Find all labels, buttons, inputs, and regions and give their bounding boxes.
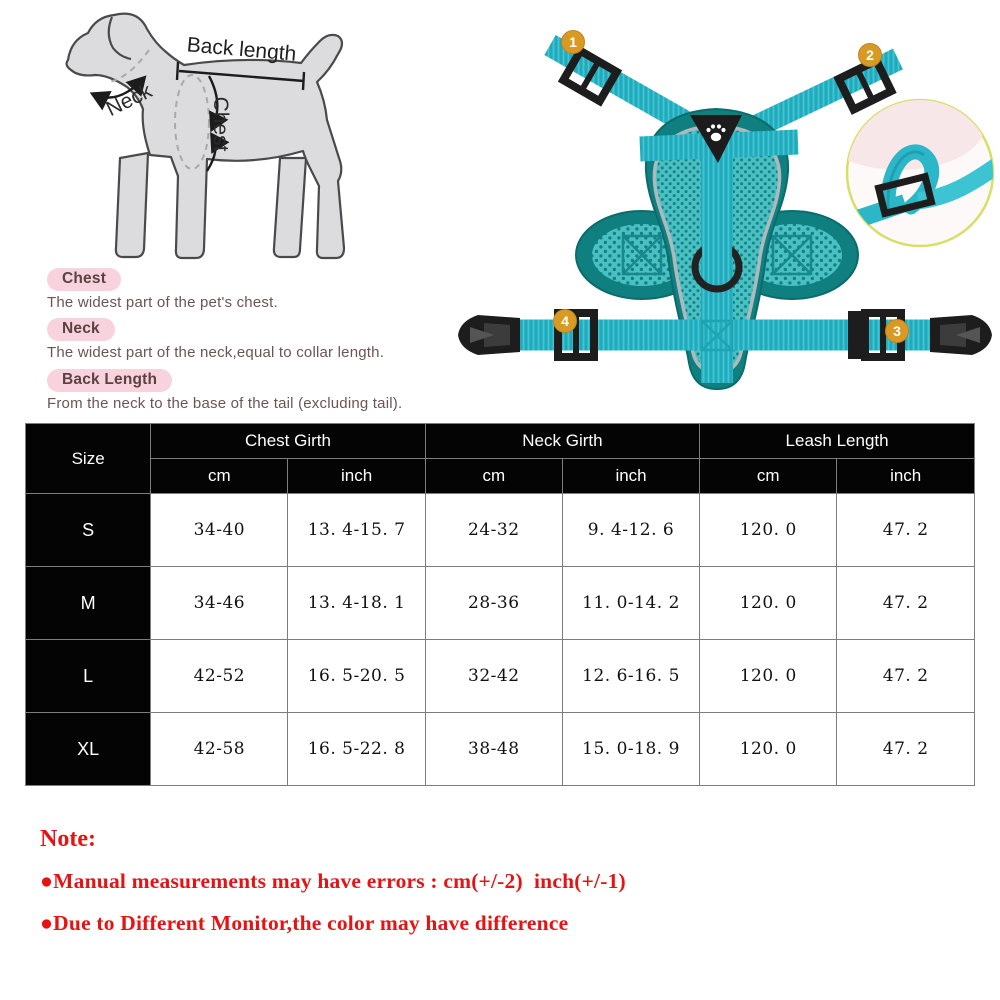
neck-girth-header: Neck Girth bbox=[425, 424, 699, 459]
badge-2: 2 bbox=[866, 47, 874, 63]
size-label: L bbox=[26, 640, 151, 713]
chest-pill: Chest bbox=[47, 268, 121, 291]
harness-svg bbox=[450, 15, 1000, 415]
table-cell: 16. 5-22. 8 bbox=[288, 713, 425, 786]
note-section bbox=[40, 826, 960, 953]
table-cell: 13. 4-15. 7 bbox=[288, 494, 425, 567]
table-row-m bbox=[26, 567, 975, 640]
definition-back-length bbox=[47, 369, 487, 412]
badge-1: 1 bbox=[569, 34, 577, 50]
table-cell: 47. 2 bbox=[837, 640, 975, 713]
neck-label: Neck bbox=[102, 79, 156, 121]
table-cell: 11. 0-14. 2 bbox=[562, 567, 699, 640]
table-cell: 47. 2 bbox=[837, 713, 975, 786]
back-length-label: Back length bbox=[185, 33, 298, 66]
table-cell: 24-32 bbox=[425, 494, 562, 567]
table-cell: 34-46 bbox=[151, 567, 288, 640]
badge-4: 4 bbox=[561, 313, 569, 329]
size-column-header: Size bbox=[26, 424, 151, 494]
table-cell: 47. 2 bbox=[837, 494, 975, 567]
table-cell: 32-42 bbox=[425, 640, 562, 713]
buckle-right bbox=[930, 315, 992, 355]
note-item-monitor-color: ●Due to Different Monitor,the color may have difference bbox=[40, 911, 569, 935]
neck-pill: Neck bbox=[47, 318, 115, 341]
table-cell: 13. 4-18. 1 bbox=[288, 567, 425, 640]
table-row-xl bbox=[26, 713, 975, 786]
table-cell: 15. 0-18. 9 bbox=[562, 713, 699, 786]
table-cell: 42-52 bbox=[151, 640, 288, 713]
size-label: S bbox=[26, 494, 151, 567]
back-length-pill: Back Length bbox=[47, 369, 172, 392]
chest-girth-header: Chest Girth bbox=[151, 424, 425, 459]
table-cell: 47. 2 bbox=[837, 567, 975, 640]
badge-3: 3 bbox=[893, 323, 901, 339]
table-cell: 38-48 bbox=[425, 713, 562, 786]
unit-header: cm bbox=[151, 459, 288, 494]
table-cell: 120. 0 bbox=[700, 640, 837, 713]
table-cell: 12. 6-16. 5 bbox=[562, 640, 699, 713]
unit-header: cm bbox=[700, 459, 837, 494]
table-cell: 42-58 bbox=[151, 713, 288, 786]
definition-chest bbox=[47, 268, 487, 311]
definition-neck bbox=[47, 318, 487, 361]
leash-length-header: Leash Length bbox=[700, 424, 975, 459]
dog-diagram-svg bbox=[8, 8, 448, 273]
table-cell: 16. 5-20. 5 bbox=[288, 640, 425, 713]
table-cell: 28-36 bbox=[425, 567, 562, 640]
unit-header: inch bbox=[837, 459, 975, 494]
harness-product-image bbox=[450, 15, 1000, 415]
dog-measurement-diagram bbox=[8, 8, 448, 273]
size-label: XL bbox=[26, 713, 151, 786]
size-table bbox=[25, 423, 975, 786]
chest-label: Chest bbox=[209, 96, 232, 152]
table-cell: 34-40 bbox=[151, 494, 288, 567]
unit-header: cm bbox=[425, 459, 562, 494]
neck-definition-text: The widest part of the neck,equal to collar length. bbox=[47, 344, 385, 361]
table-cell: 120. 0 bbox=[700, 567, 837, 640]
table-cell: 120. 0 bbox=[700, 494, 837, 567]
note-title: Note: bbox=[40, 826, 96, 852]
unit-header: inch bbox=[562, 459, 699, 494]
note-item-measurement-errors: ●Manual measurements may have errors : cm(+/-2) inch(+/-1) bbox=[40, 869, 626, 893]
table-row-l bbox=[26, 640, 975, 713]
table-cell: 9. 4-12. 6 bbox=[562, 494, 699, 567]
unit-header: inch bbox=[288, 459, 425, 494]
size-label: M bbox=[26, 567, 151, 640]
detail-zoom-inset bbox=[815, 80, 998, 246]
table-row-s bbox=[26, 494, 975, 567]
back-length-definition-text: From the neck to the base of the tail (excluding tail). bbox=[47, 395, 403, 412]
table-cell: 120. 0 bbox=[700, 713, 837, 786]
chest-definition-text: The widest part of the pet's chest. bbox=[47, 294, 278, 311]
